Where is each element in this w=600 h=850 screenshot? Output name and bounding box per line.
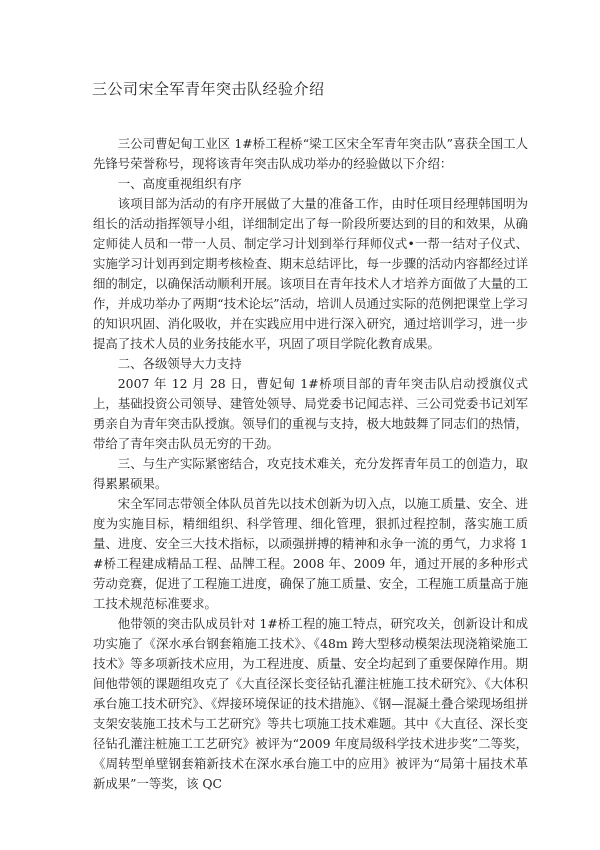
body-paragraph: 宋全军同志带领全体队员首先以技术创新为切入点，以施工质量、安全、进度为实施目标，精细组织、科学管理、细化管理，狠抓过程控制，落实施工质量、进度、安全三大技术指标，以顽强拼搏的精神和永争一流的勇气，力求将 1#桥工程建成精品工程、品牌工程。2008 年、2009 年，通过开展的多种形式劳动竞赛，促进了工程施工进度，确保了施工质量、安全，工程施工质量高于施工技术规范标准要求。 [93,496,528,611]
body-paragraph: 2007 年 12 月 28 日，曹妃甸 1#桥项目部的青年突击队启动授旗仪式上，基础投资公司领导、建管处领导、局党委书记闻志祥、三公司党委书记刘军勇亲自为青年突击队授旗。领导们的重视与支持，极大地鼓舞了同志们的热情，带给了青年突击队员无穷的干劲。 [93,376,528,451]
section-heading-3: 三、与生产实际紧密结合，攻克技术难关，充分发挥青年员工的创造力，取得累累硕果。 [93,456,528,491]
body-paragraph: 该项目部为活动的有序开展做了大量的准备工作，由时任项目经理韩国明为组长的活动指挥领导小组，详细制定出了每一阶段所要达到的目的和效果，从确定师徒人员和一带一人员、制定学习计划到举行拜师仪式•一帮一结对子仪式、实施学习计划再到定期考核检查、期末总结评比，每一步骤的活动内容都经过详细的制定，以确保活动顺利开展。该项目在青年技术人才培养方面做了大量的工作，并成功举办了两期“技术论坛”活动，培训人员通过实际的范例把课堂上学习的知识巩固、消化吸收，并在实践应用中进行深入研究，通过培训学习，进一步提高了技术人员的业务技能水平，巩固了项目学院化教育成果。 [93,196,528,351]
document-title: 三公司宋全军青年突击队经验介绍 [92,80,325,98]
section-heading-1: 一、高度重视组织有序 [117,176,242,191]
section-heading-2: 二、各级领导大力支持 [117,356,242,371]
intro-paragraph: 三公司曹妃甸工业区 1#桥工程桥“梁工区宋全军青年突击队”喜获全国工人先锋号荣誉称号，现将该青年突击队成功举办的经验做以下介绍： [93,136,528,171]
body-paragraph: 他带领的突击队成员针对 1#桥工程的施工特点，研究攻关，创新设计和成功实施了《深水承台钢套箱施工技术》、《48m 跨大型移动模架法现浇箱梁施工技术》等多项新技术应用，为工程进度、质量、安全均起到了重要保障作用。期间他带领的课题组攻克了《大直径深长变径钻孔灌注桩施工技术研究》、《大体积承台施工技术研究》、《焊接环境保证的技术措施》、《钢—混凝土叠合梁现场组拼支架安装施工技术与工艺研究》等共七项施工技术难题。其中《大直径、深长变径钻孔灌注桩施工工艺研究》被评为“2009 年度局级科学技术进步奖”二等奖，《周转型单壁钢套箱新技术在深水承台施工中的应用》被评为“局第十届技术革新成果”一等奖，该 QC [93,616,528,791]
document-body [93,134,528,794]
